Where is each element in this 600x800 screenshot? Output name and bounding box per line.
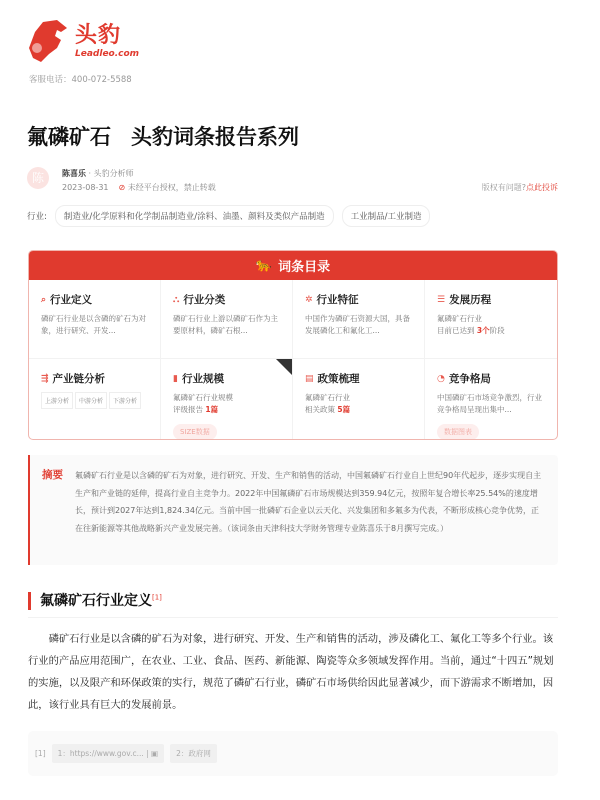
catalog-cell-行业定义[interactable] <box>29 280 161 359</box>
catalog-cell-政策梳理[interactable] <box>293 359 425 440</box>
catalog <box>28 250 558 440</box>
reference-item[interactable]: 1：https://www.gov.c... | ▣ <box>52 744 165 763</box>
cell-desc <box>437 392 545 416</box>
title-series: 头豹词条报告系列 <box>131 125 299 149</box>
industry-tag[interactable]: 制造业/化学原料和化学制品制造业/涂料、油墨、颜料及类似产品制造 <box>55 205 334 227</box>
catalog-cell-行业分类[interactable] <box>161 280 293 359</box>
cell-title-text: 政策梳理 <box>317 373 360 385</box>
chain-icon: ⇶ <box>41 373 49 384</box>
copy-icon[interactable]: ▣ <box>151 749 159 758</box>
highlight-count: 5篇 <box>337 405 351 414</box>
desc-text: 中国作为磷矿石资源大国，具备发展磷化工和氟化工... <box>305 314 410 335</box>
cell-title <box>437 292 545 307</box>
cell-pill[interactable]: 数据图表 <box>437 424 479 440</box>
desc-text: 氟磷矿石行业规模 <box>173 393 233 402</box>
summary-label: 摘要 <box>42 469 63 481</box>
catalog-grid <box>29 280 557 440</box>
bar-chart-icon: ▮ <box>173 373 178 384</box>
section-title-text: 氟磷矿石行业定义 <box>40 593 152 609</box>
publish-date: 2023-08-31 <box>62 183 109 192</box>
cell-title-text: 行业定义 <box>50 294 93 306</box>
chain-button[interactable]: 下游分析 <box>109 392 141 409</box>
cell-title-text: 发展历程 <box>449 294 492 306</box>
cell-pill[interactable]: SIZE数据 <box>173 424 217 440</box>
cell-title-text: 竞争格局 <box>448 373 491 385</box>
cell-desc <box>41 313 148 337</box>
cell-desc <box>173 313 280 337</box>
catalog-cell-行业特征[interactable] <box>293 280 425 359</box>
cell-title <box>173 292 280 307</box>
timeline-icon: ☰ <box>437 294 446 305</box>
industry-tag[interactable]: 工业制品/工业制造 <box>342 205 431 227</box>
highlight-count: 1篇 <box>205 405 219 414</box>
document-icon: ▤ <box>305 373 314 384</box>
desc-text: 氟磷矿石行业 <box>437 314 482 323</box>
industry-tags <box>27 205 430 227</box>
desc-text: 阶段 <box>489 326 505 335</box>
leopard-logo-icon <box>27 18 69 64</box>
author-line <box>62 168 134 179</box>
chain-button[interactable]: 中游分析 <box>75 392 107 409</box>
desc-text: 评级报告 <box>173 405 206 414</box>
chain-button[interactable]: 上游分析 <box>41 392 73 409</box>
search-icon: ⌕ <box>41 294 47 305</box>
catalog-cell-发展历程[interactable] <box>425 280 557 359</box>
section-body: 磷矿石行业是以含磷的矿石为对象，进行研究、开发、生产和销售的活动，涉及磷化工、氟化工等多个行业。该行业的产品应用范围广，在农业、工业、食品、医药、新能源、陶瓷等众多领域发挥作用。当前，通过“十四五”规划的实施，以及限产和环保政策的实行，规范了磷矿石行业，磷矿石市场供给因此显著减少，而下游需求不断增加，因此，该行业具有巨大的发展前景。 <box>28 633 554 711</box>
chain-buttons <box>41 392 148 409</box>
prohibited-icon: ⊘ <box>118 183 126 192</box>
summary-text: 氟磷矿石行业是以含磷的矿石为对象，进行研究、开发、生产和销售的活动，中国氟磷矿石行业自上世纪90年代起步，逐步实现自主生产和产业链的延伸，提高行业自主竞争力。2022年中国氟磷矿石市场规模达到359.94亿元，按照年复合增长率25.54%的速度增长，预计到2027年达到1,824.34亿元。当前中国一批磷矿石企业以云天化、兴发集团和多氟多为代表，不断形成核心竞争优势，正在往新能源等其他战略新兴产业发展完善。（该词条由天津科技大学财务管理专业陈喜乐于8月撰写完成。） <box>75 471 542 533</box>
pie-chart-icon: ◔ <box>437 373 445 384</box>
catalog-cell-竞争格局[interactable] <box>425 359 557 440</box>
reference-item[interactable]: 2：政府网 <box>170 744 217 763</box>
avatar: 陈 <box>27 167 49 189</box>
author-role: · 头豹分析师 <box>86 169 134 178</box>
catalog-cell-行业规模[interactable] <box>161 359 293 440</box>
reference-text: 1：https://www.gov.c... <box>57 749 144 758</box>
complaint-link[interactable]: 点此投诉 <box>526 183 558 192</box>
desc-text: 磷矿石行业是以含磷的矿石为对象，进行研究、开发... <box>41 314 146 335</box>
brand-logo[interactable] <box>27 18 139 64</box>
highlight-count: 3个 <box>476 326 490 335</box>
section-title <box>40 590 162 610</box>
leopard-icon: 🐆 <box>255 258 273 273</box>
desc-text: 相关政策 <box>305 405 338 414</box>
cell-title-text: 行业分类 <box>183 294 226 306</box>
catalog-cell-产业链分析[interactable] <box>29 359 161 440</box>
cell-desc <box>437 313 545 337</box>
cell-title <box>437 371 545 386</box>
notice-text: 未经平台授权，禁止转载 <box>127 183 216 192</box>
section-heading <box>28 590 558 618</box>
notice <box>119 182 216 193</box>
desc-text: 氟磷矿石行业 <box>305 393 350 402</box>
brand-domain: Leadleo.com <box>75 49 140 59</box>
cell-title <box>41 371 148 386</box>
cell-title-text: 行业特征 <box>316 294 359 306</box>
star-corner-icon <box>276 359 292 375</box>
references <box>28 731 558 776</box>
reference-mark[interactable]: [1] <box>152 593 162 602</box>
service-phone: 客服电话：400-072-5588 <box>29 75 132 85</box>
title-main: 氟磷矿石 <box>27 125 111 149</box>
desc-text: 中国磷矿石市场竞争激烈，行业竞争格局呈现出集中... <box>437 393 542 414</box>
desc-text: 磷矿石行业上游以磷矿石作为主要原材料，磷矿石根... <box>173 314 278 335</box>
meta-line <box>62 182 216 193</box>
cell-title-text: 行业规模 <box>181 373 224 385</box>
brand-name: 头豹 <box>75 23 122 48</box>
gear-icon: ✲ <box>305 294 313 305</box>
copyright-question: 版权有问题? <box>481 183 526 192</box>
cell-desc <box>305 392 412 416</box>
cell-title <box>305 371 412 386</box>
summary <box>28 455 558 565</box>
page-title <box>27 121 299 151</box>
section-bar <box>28 592 31 610</box>
cell-title <box>41 292 148 307</box>
cell-title <box>173 371 280 386</box>
cell-title <box>305 292 412 307</box>
desc-text: 目前已达到 <box>437 326 477 335</box>
reference-label: [1] <box>35 749 46 758</box>
industry-label: 行业: <box>27 212 47 222</box>
catalog-title: 词条目录 <box>278 260 331 275</box>
catalog-header <box>29 251 557 280</box>
cell-desc <box>173 392 280 416</box>
author-name[interactable]: 陈喜乐 <box>62 169 86 178</box>
cell-title-text: 产业链分析 <box>52 373 106 385</box>
copyright <box>482 182 558 193</box>
hierarchy-icon: ⛬ <box>173 294 180 305</box>
cell-desc <box>305 313 412 337</box>
